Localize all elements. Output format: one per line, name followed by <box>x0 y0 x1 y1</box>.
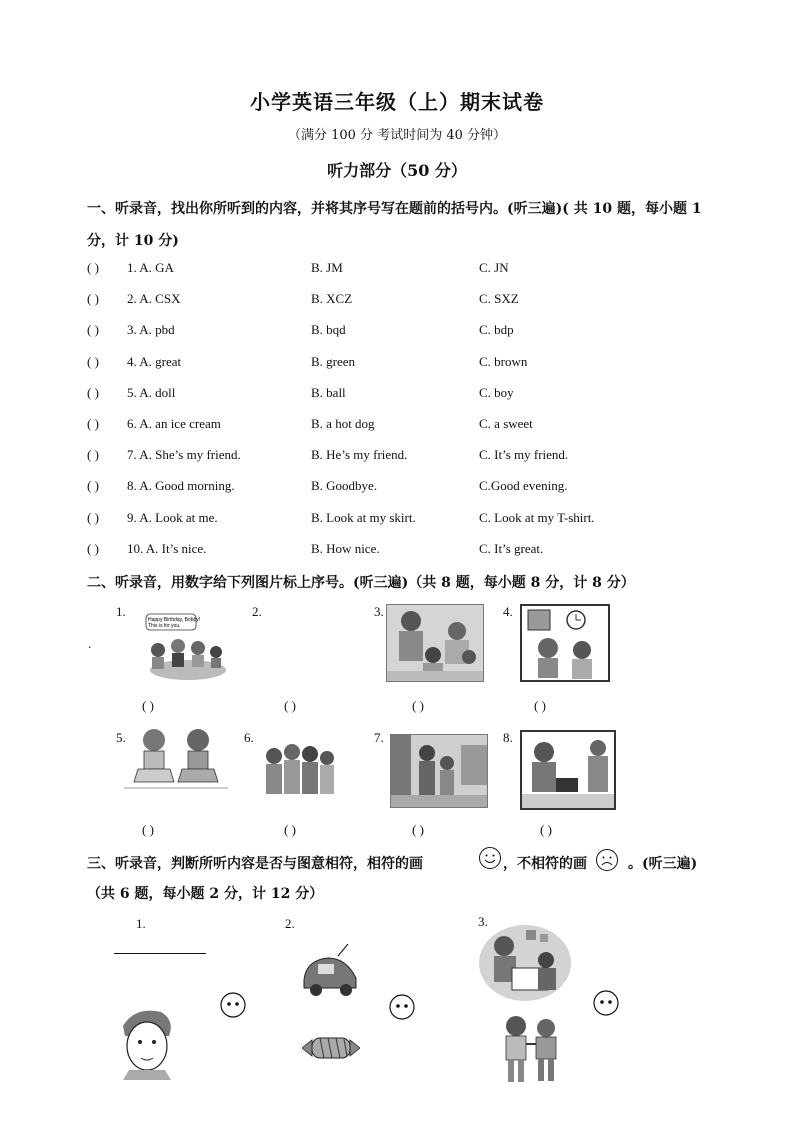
answer-bracket[interactable]: ( ) <box>87 478 99 493</box>
option-a: 9. A. Look at me. <box>127 510 218 525</box>
section2-heading: 二、听录音，用数字给下列图片标上序号。(听三遍)（共 8 题，每小题 8 分，计 8 分） <box>87 575 635 591</box>
section3-heading-line2: （共 6 题，每小题 2 分，计 12 分） <box>87 886 324 902</box>
option-b: B. How nice. <box>311 541 380 556</box>
option-c: C. It’s great. <box>479 541 544 556</box>
question-row <box>87 510 727 532</box>
picture-family-group <box>262 742 338 798</box>
picture-caption-line1: Happy Birthday, Bobby! <box>148 617 201 623</box>
answer-bracket[interactable]: ( ) <box>87 260 99 275</box>
picture-two-girls <box>124 726 228 790</box>
picture-number-1: 1. <box>116 604 126 619</box>
option-b: B. He’s my friend. <box>311 447 408 462</box>
answer-bracket[interactable]: ( ) <box>87 510 99 525</box>
option-a: 5. A. doll <box>127 385 176 400</box>
answer-bracket[interactable]: ( ) <box>87 322 99 337</box>
option-b: B. bqd <box>311 322 346 337</box>
answer-bracket[interactable]: ( ) <box>87 541 99 556</box>
option-b: B. Look at my skirt. <box>311 510 416 525</box>
question-row <box>87 447 727 469</box>
section1-heading-line1: 一、听录音，找出你所听到的内容，并将其序号写在题前的括号内。(听三遍)( 共 10 题，每小题 1 <box>87 201 702 217</box>
picture-street-scene <box>390 734 488 808</box>
question-row <box>87 322 727 344</box>
picture-boy-face <box>115 1006 181 1080</box>
option-c: C. boy <box>479 385 514 400</box>
exam-subtitle: （满分 100 分 考试时间为 40 分钟） <box>287 128 507 143</box>
option-a: 8. A. Good morning. <box>127 478 235 493</box>
option-a: 10. A. It’s nice. <box>127 541 207 556</box>
judge-number-3: 3. <box>478 914 488 929</box>
question-row <box>87 541 727 563</box>
answer-blank-8[interactable]: ( ) <box>540 822 552 837</box>
option-a: 2. A. CSX <box>127 291 181 306</box>
answer-blank-6[interactable]: ( ) <box>284 822 296 837</box>
answer-bracket[interactable]: ( ) <box>87 416 99 431</box>
exam-title: 小学英语三年级（上）期末试卷 <box>250 90 544 114</box>
option-b: B. a hot dog <box>311 416 375 431</box>
option-a: 1. A. GA <box>127 260 174 275</box>
option-c: C. Look at my T-shirt. <box>479 510 595 525</box>
picture-sweet <box>302 1030 360 1064</box>
option-a: 7. A. She’s my friend. <box>127 447 241 462</box>
option-c: C.Good evening. <box>479 478 568 493</box>
neutral-face-icon <box>389 994 415 1024</box>
answer-bracket[interactable]: ( ) <box>87 447 99 462</box>
picture-number-7: 7. <box>374 730 384 745</box>
sad-face-icon <box>595 848 619 872</box>
picture-number-3: 3. <box>374 604 384 619</box>
option-a: 6. A. an ice cream <box>127 416 221 431</box>
answer-blank-1[interactable]: ( ) <box>142 698 154 713</box>
answer-bracket[interactable]: ( ) <box>87 385 99 400</box>
option-b: B. ball <box>311 385 346 400</box>
answer-bracket[interactable]: ( ) <box>87 291 99 306</box>
judge-number-2: 2. <box>285 916 295 931</box>
option-c: C. a sweet <box>479 416 533 431</box>
section3-heading-part-c: 。(听三遍) <box>628 856 698 872</box>
question-row <box>87 416 727 438</box>
question-row <box>87 354 727 376</box>
picture-boy-phone <box>520 730 616 810</box>
answer-blank-2[interactable]: ( ) <box>284 698 296 713</box>
part-heading: 听力部分（50 分） <box>327 161 467 180</box>
question-row <box>87 385 727 407</box>
neutral-face-icon <box>220 992 246 1022</box>
section1-heading-line2: 分，计 10 分) <box>87 233 179 249</box>
option-c: C. JN <box>479 260 509 275</box>
picture-number-6: 6. <box>244 730 254 745</box>
judge-number-1: 1. <box>136 916 146 931</box>
option-c: C. brown <box>479 354 528 369</box>
answer-blank-4[interactable]: ( ) <box>534 698 546 713</box>
option-a: 4. A. great <box>127 354 182 369</box>
picture-birthday-party <box>140 612 230 682</box>
answer-blank-3[interactable]: ( ) <box>412 698 424 713</box>
neutral-face-icon <box>593 990 619 1020</box>
option-b: B. Goodbye. <box>311 478 378 493</box>
stray-mark: . <box>88 636 92 651</box>
option-a: 3. A. pbd <box>127 322 175 337</box>
option-c: C. It’s my friend. <box>479 447 569 462</box>
option-c: C. SXZ <box>479 291 519 306</box>
picture-two-children <box>494 1014 570 1086</box>
picture-number-5: 5. <box>116 730 126 745</box>
picture-reading-scene <box>478 924 572 1002</box>
option-b: B. green <box>311 354 356 369</box>
picture-number-2: 2. <box>252 604 262 619</box>
picture-toy-car <box>298 944 362 1000</box>
section3-heading-part-a: 三、听录音，判断所听内容是否与图意相符，相符的画 <box>87 856 423 872</box>
question-row <box>87 478 727 500</box>
answer-line[interactable] <box>114 952 206 954</box>
option-b: B. JM <box>311 260 343 275</box>
picture-classroom <box>386 604 484 682</box>
picture-number-4: 4. <box>503 604 513 619</box>
option-c: C. bdp <box>479 322 514 337</box>
answer-blank-5[interactable]: ( ) <box>142 822 154 837</box>
answer-blank-7[interactable]: ( ) <box>412 822 424 837</box>
question-row <box>87 291 727 313</box>
section3-heading-part-b: ，不相符的画 <box>503 856 587 872</box>
answer-bracket[interactable]: ( ) <box>87 354 99 369</box>
question-row <box>87 260 727 282</box>
smile-face-icon <box>478 846 502 870</box>
picture-kids-clock <box>520 604 610 682</box>
option-b: B. XCZ <box>311 291 353 306</box>
picture-number-8: 8. <box>503 730 513 745</box>
picture-caption-line2: This is for you. <box>148 623 181 629</box>
